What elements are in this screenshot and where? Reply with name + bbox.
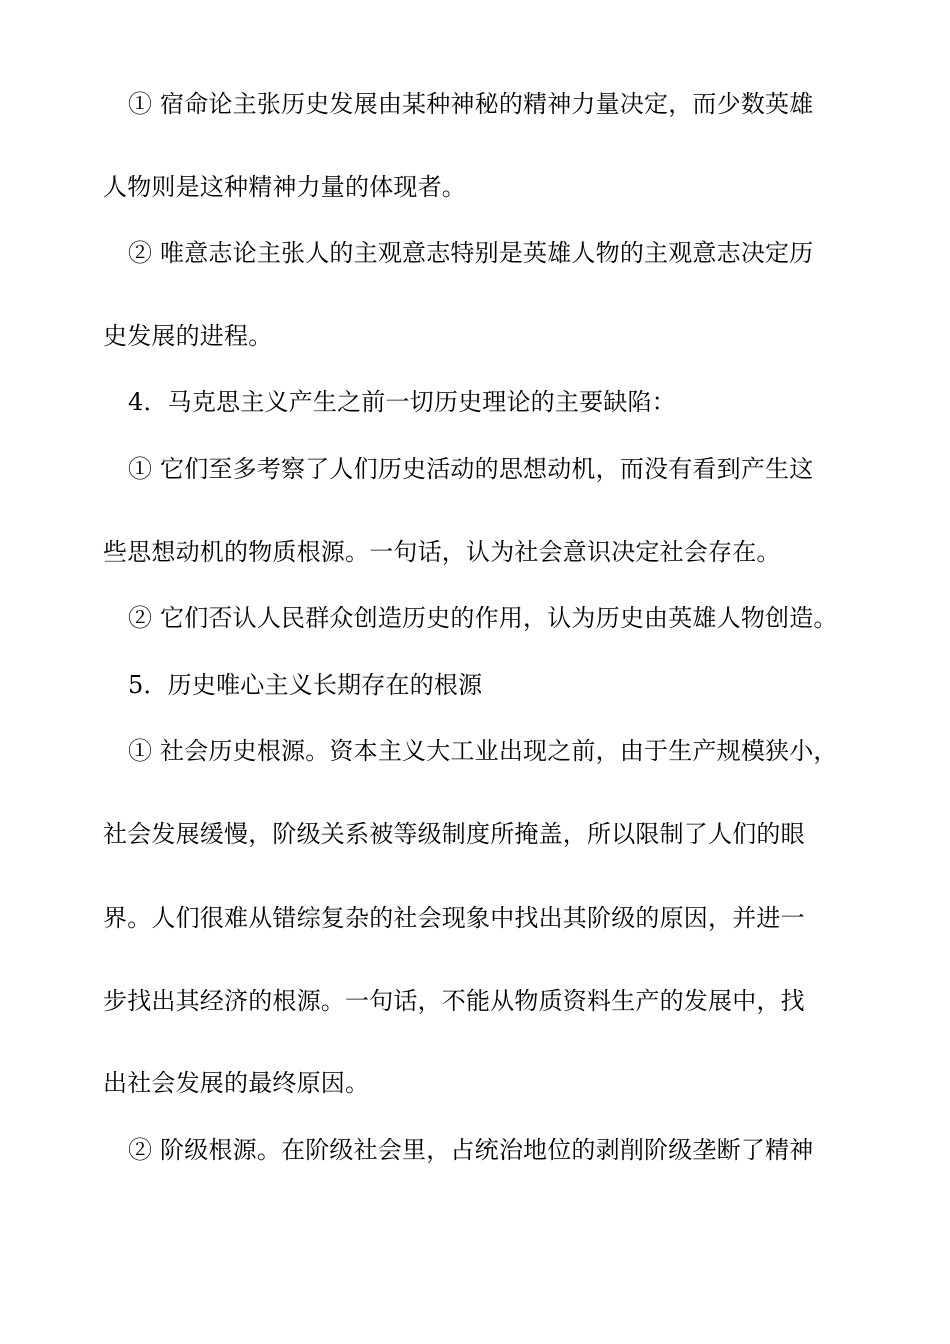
paragraph-line: 界。人们很难从错综复杂的社会现象中找出其阶级的原因，并进一 bbox=[103, 904, 805, 932]
paragraph-line: 社会发展缓慢，阶级关系被等级制度所掩盖，所以限制了人们的眼 bbox=[103, 820, 805, 848]
section-heading-5: 5．历史唯心主义长期存在的根源 bbox=[128, 671, 483, 699]
paragraph-line: ② 它们否认人民群众创造历史的作用，认为历史由英雄人物创造。 bbox=[128, 604, 838, 632]
paragraph-line: ① 社会历史根源。资本主义大工业出现之前，由于生产规模狭小， bbox=[128, 737, 838, 765]
paragraph-line: 些思想动机的物质根源。一句话，认为社会意识决定社会存在。 bbox=[103, 538, 781, 566]
paragraph-line: ① 宿命论主张历史发展由某种神秘的精神力量决定，而少数英雄 bbox=[128, 90, 814, 118]
paragraph-line: 步找出其经济的根源。一句话，不能从物质资料生产的发展中，找 bbox=[103, 987, 805, 1015]
paragraph-line: 人物则是这种精神力量的体现者。 bbox=[103, 173, 466, 201]
paragraph-line: ① 它们至多考察了人们历史活动的思想动机，而没有看到产生这 bbox=[128, 455, 814, 483]
paragraph-line: ② 唯意志论主张人的主观意志特别是英雄人物的主观意志决定历 bbox=[128, 239, 814, 267]
paragraph-line: ② 阶级根源。在阶级社会里，占统治地位的剥削阶级垄断了精神 bbox=[128, 1136, 814, 1164]
paragraph-line: 出社会发展的最终原因。 bbox=[103, 1069, 370, 1097]
section-heading-4: 4．马克思主义产生之前一切历史理论的主要缺陷： bbox=[128, 388, 676, 416]
paragraph-line: 史发展的进程。 bbox=[103, 322, 273, 350]
